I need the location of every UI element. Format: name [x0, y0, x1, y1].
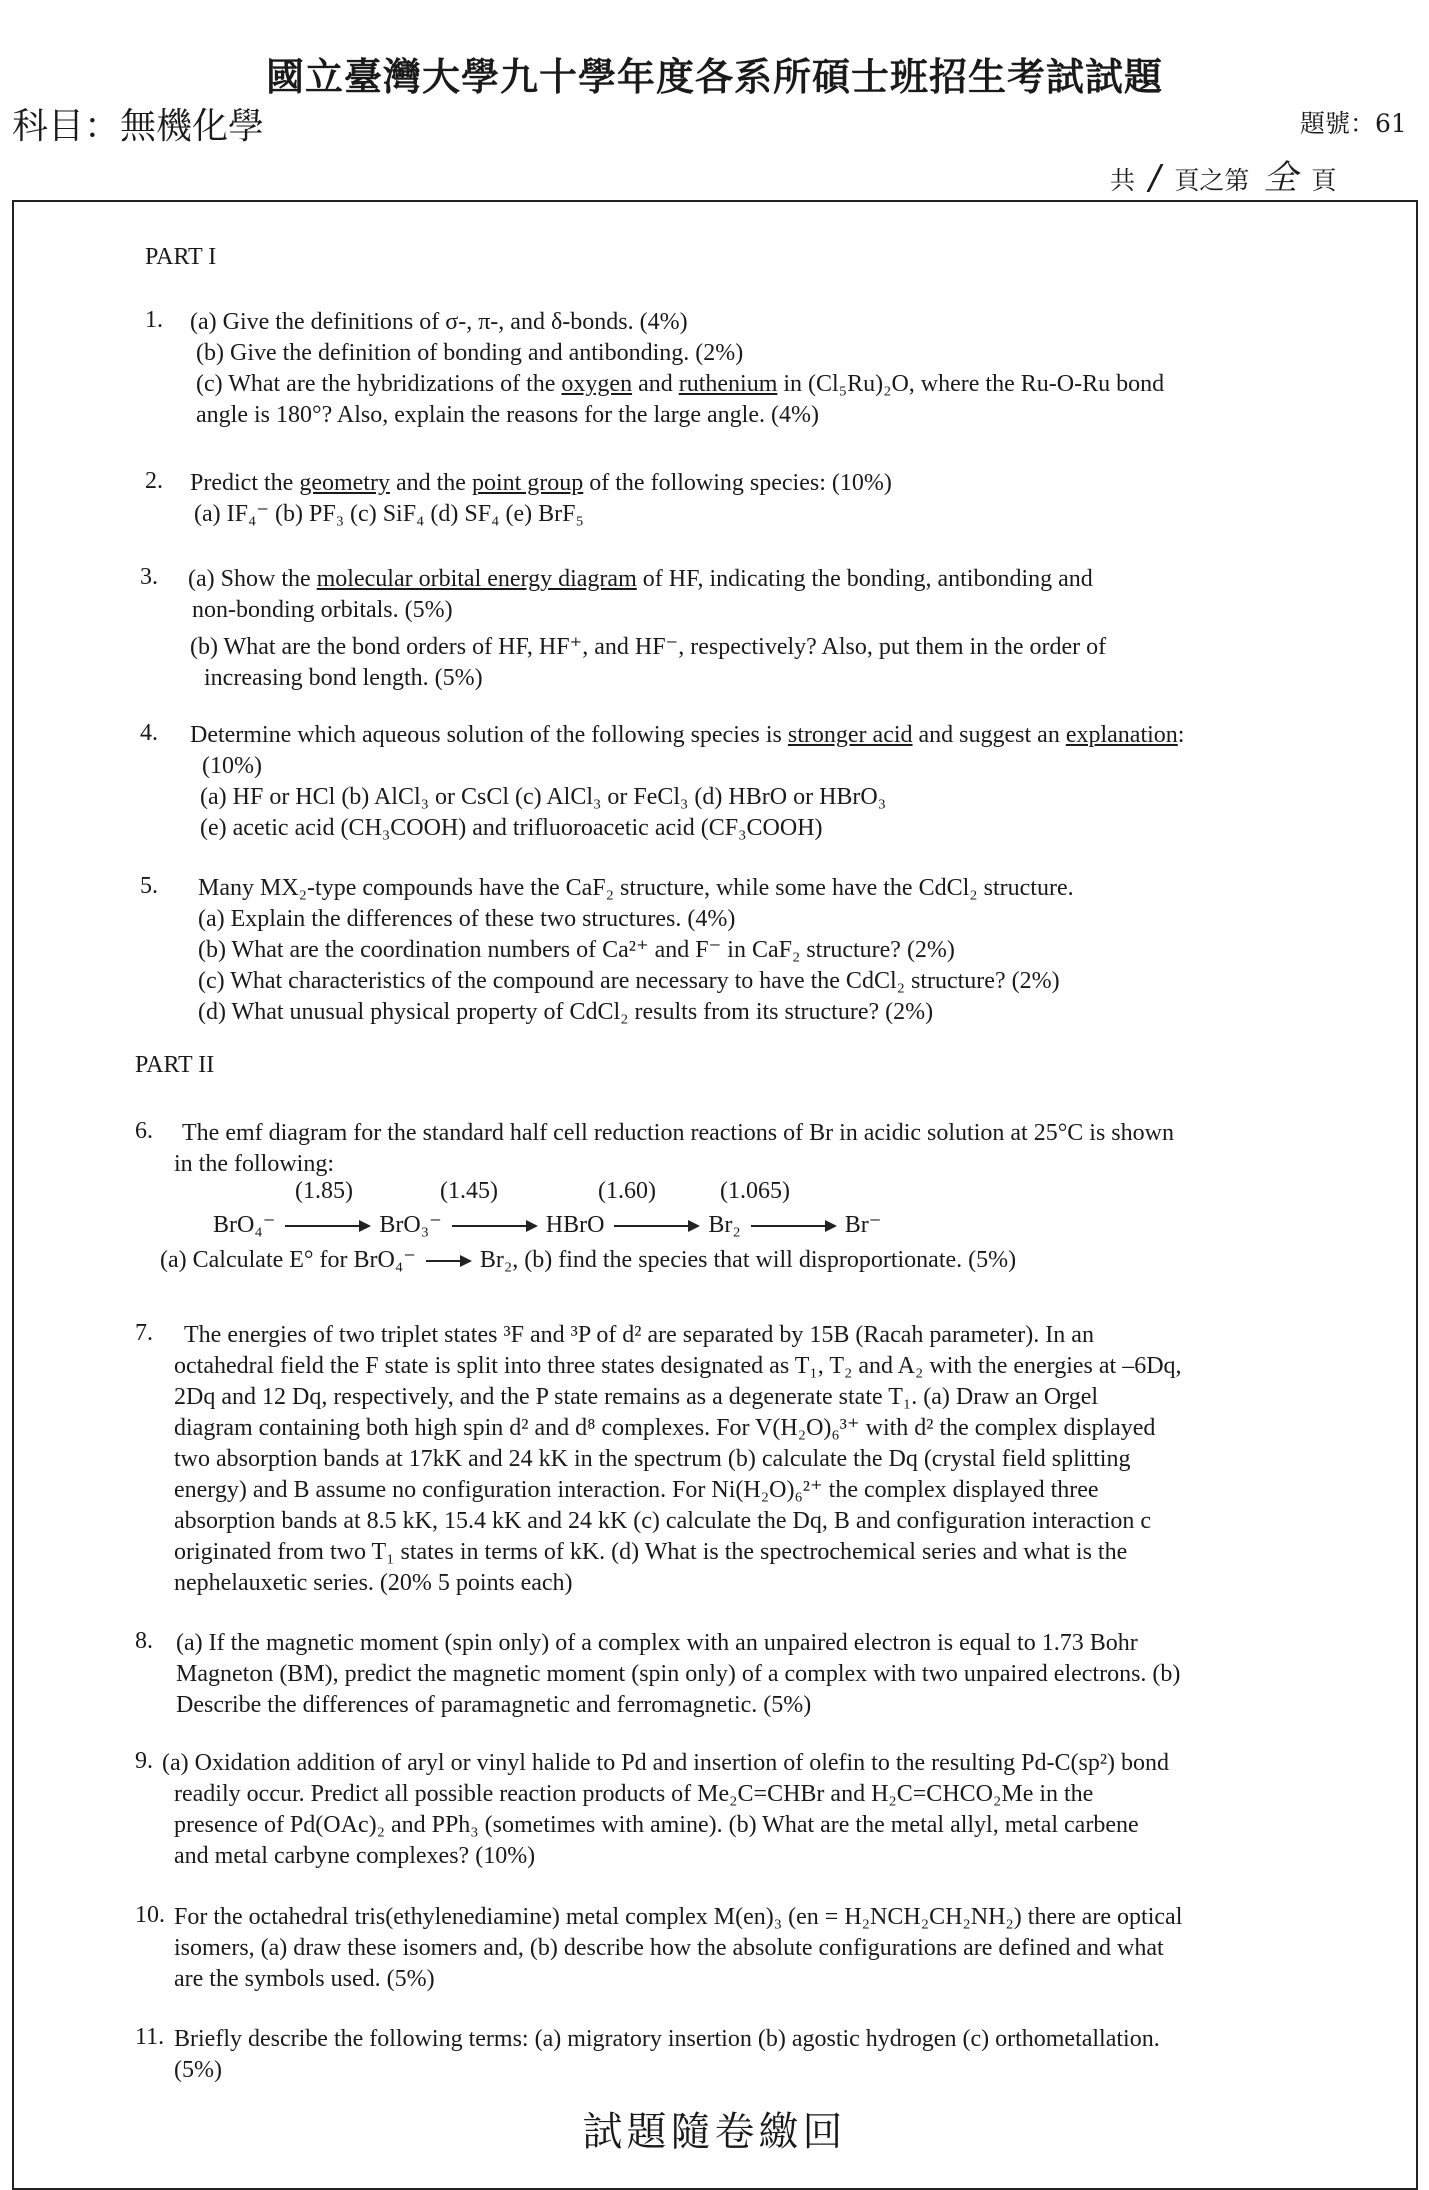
page-suffix: 頁	[1311, 166, 1337, 195]
q7-line8: originated from two T₁ states in terms of kK. (d) What is the spectrochemical series and what is the	[174, 1539, 1128, 1565]
q5-line3: (b) What are the coordination numbers of Ca²⁺ and F⁻ in CaF₂ structure? (2%)	[198, 937, 955, 963]
q1-part-a: (a) Give the definitions of σ-, π-, and δ-bonds. (4%)	[190, 309, 688, 335]
q4-line1: Determine which aqueous solution of the following species is stronger acid and suggest an explanation:	[190, 722, 1185, 748]
emf-arrow-1	[285, 1225, 369, 1227]
emf-arrow-2	[452, 1225, 536, 1227]
page-total-value: /	[1148, 158, 1161, 198]
q4-line3: (a) HF or HCl (b) AlCl₃ or CsCl (c) AlCl₃ or FeCl₃ (d) HBrO or HBrO₃	[200, 784, 887, 810]
emf-arrow-3	[614, 1225, 698, 1227]
q10-line2: isomers, (a) draw these isomers and, (b) describe how the absolute configurations are defined and what	[174, 1935, 1164, 1961]
question-4	[190, 720, 1184, 844]
q3-line2: non-bonding orbitals. (5%)	[192, 597, 453, 623]
question-10	[174, 1902, 1182, 1995]
q7-line6: energy) and B assume no configuration interaction. For Ni(H₂O)₆²⁺ the complex displayed three	[174, 1477, 1099, 1503]
species-br-minus: Br⁻	[844, 1212, 882, 1238]
emf-potential-3: (1.60)	[598, 1178, 656, 1204]
q5-line2: (a) Explain the differences of these two structures. (4%)	[198, 906, 736, 932]
emf-potential-4: (1.065)	[720, 1178, 790, 1204]
question-11	[174, 2024, 1160, 2086]
q7-line4: diagram containing both high spin d² and d⁸ complexes. For V(H₂O)₆³⁺ with d² the complex displayed	[174, 1415, 1156, 1441]
q7-line5: two absorption bands at 17kK and 24 kK in the spectrum (b) calculate the Dq (crystal field splitting	[174, 1446, 1131, 1472]
question-6	[174, 1118, 1174, 1180]
question-6-number: 6.	[135, 1118, 153, 1144]
subject-label: 科目：無機化學	[12, 106, 265, 147]
species-bro3: BrO₃⁻	[379, 1212, 442, 1238]
species-bro4: BrO₄⁻	[213, 1212, 276, 1238]
emf-potential-1: (1.85)	[295, 1178, 353, 1204]
q1-part-b: (b) Give the definition of bonding and antibonding. (2%)	[196, 340, 744, 366]
species-hbro: HBrO	[545, 1212, 605, 1238]
page-info	[1110, 150, 1336, 199]
q1-part-c-line1: (c) What are the hybridizations of the oxygen and ruthenium in (Cl₅Ru)₂O, where the Ru-O-Ru bond	[196, 371, 1165, 397]
q9-line2: readily occur. Predict all possible reaction products of Me₂C=CHBr and H₂C=CHCO₂Me in the	[174, 1781, 1094, 1807]
q8-line1: (a) If the magnetic moment (spin only) of a complex with an unpaired electron is equal to 1.73 Bohr	[176, 1630, 1138, 1656]
q8-line2: Magneton (BM), predict the magnetic moment (spin only) of a complex with two unpaired electrons. (b)	[176, 1661, 1181, 1687]
part-one-heading: PART I	[145, 244, 217, 270]
q11-line2: (5%)	[174, 2057, 222, 2083]
q6-line2: in the following:	[174, 1151, 334, 1177]
question-9-number: 9.	[135, 1748, 153, 1774]
part-two-heading: PART II	[135, 1052, 215, 1078]
q5-line4: (c) What characteristics of the compound are necessary to have the CdCl₂ structure? (2%)	[198, 968, 1060, 994]
q8-line3: Describe the differences of paramagnetic and ferromagnetic. (5%)	[176, 1692, 812, 1718]
question-number: 題號：61	[1300, 109, 1407, 138]
q2-species: (a) IF₄⁻ (b) PF₃ (c) SiF₄ (d) SF₄ (e) BrF₅	[194, 501, 584, 527]
q5-line5: (d) What unusual physical property of CdCl₂ results from its structure? (2%)	[198, 999, 934, 1025]
question-8	[176, 1628, 1180, 1721]
page-mid: 頁之第	[1174, 166, 1250, 195]
q7-line2: octahedral field the F state is split into three states designated as T₁, T₂ and A₂ with the energies at –6Dq,	[174, 1353, 1182, 1379]
q11-line1: Briefly describe the following terms: (a) migratory insertion (b) agostic hydrogen (c) orthometallation.	[174, 2026, 1160, 2052]
question-10-number: 10.	[135, 1902, 165, 1928]
question-1	[190, 307, 1164, 431]
question-2-number: 2.	[145, 468, 163, 494]
q7-line3: 2Dq and 12 Dq, respectively, and the P state remains as a degenerate state T₁. (a) Draw an Orgel	[174, 1384, 1099, 1410]
q9-line3: presence of Pd(OAc)₂ and PPh₃ (sometimes with amine). (b) What are the metal allyl, metal carbene	[174, 1812, 1139, 1838]
q3-line3: (b) What are the bond orders of HF, HF⁺, and HF⁻, respectively? Also, put them in the order of	[190, 634, 1107, 660]
question-3-number: 3.	[140, 564, 158, 590]
q1-part-c-line2: angle is 180°? Also, explain the reasons for the large angle. (4%)	[196, 402, 819, 428]
page-total-prefix: 共	[1110, 166, 1136, 195]
q6-inline-arrow	[426, 1260, 470, 1262]
q4-line4: (e) acetic acid (CH₃COOH) and trifluoroacetic acid (CF₃COOH)	[200, 815, 823, 841]
q9-line1: (a) Oxidation addition of aryl or vinyl halide to Pd and insertion of olefin to the resulting Pd-C(sp²) bond	[162, 1750, 1170, 1776]
q7-line7: absorption bands at 8.5 kK, 15.4 kK and 24 kK (c) calculate the Dq, B and configuration interaction c	[174, 1508, 1152, 1534]
q9-line4: and metal carbyne complexes? (10%)	[174, 1843, 536, 1869]
question-5-number: 5.	[140, 873, 158, 899]
q4-line2: (10%)	[202, 753, 262, 779]
question-7-number: 7.	[135, 1320, 153, 1346]
question-1-number: 1.	[145, 307, 163, 333]
question-8-number: 8.	[135, 1628, 153, 1654]
q6-line3: (a) Calculate E° for BrO₄⁻ Br₂, (b) find the species that will disproportionate. (5%)	[160, 1247, 1017, 1273]
question-2	[190, 468, 892, 530]
question-11-number: 11.	[135, 2024, 165, 2050]
q2-line1: Predict the geometry and the point group of the following species: (10%)	[190, 470, 892, 496]
q10-line3: are the symbols used. (5%)	[174, 1966, 435, 1992]
page-current-value: 全	[1263, 158, 1298, 198]
question-4-number: 4.	[140, 720, 158, 746]
question-5	[198, 873, 1074, 1028]
q6-line1: The emf diagram for the standard half cell reduction reactions of Br in acidic solution at 25°C is shown	[182, 1120, 1174, 1146]
emf-arrow-4	[751, 1225, 835, 1227]
q10-line1: For the octahedral tris(ethylenediamine) metal complex M(en)₃ (en = H₂NCH₂CH₂NH₂) there are optical	[174, 1904, 1183, 1930]
q7-line1: The energies of two triplet states ³F and ³P of d² are separated by 15B (Racah parameter). In an	[184, 1322, 1094, 1348]
exam-title: 國立臺灣大學九十學年度各系所碩士班招生考試試題	[265, 54, 1163, 99]
return-notice: 試題隨卷繳回	[582, 2109, 847, 2155]
question-7	[174, 1320, 1182, 1599]
question-3	[188, 564, 1106, 694]
emf-diagram	[213, 1210, 881, 1239]
q5-line1: Many MX₂-type compounds have the CaF₂ structure, while some have the CdCl₂ structure.	[198, 875, 1074, 901]
q7-line9: nephelauxetic series. (20% 5 points each)	[174, 1570, 573, 1596]
species-br2: Br₂	[708, 1212, 741, 1238]
question-9	[162, 1748, 1169, 1872]
emf-potential-2: (1.45)	[440, 1178, 498, 1204]
q3-line1: (a) Show the molecular orbital energy diagram of HF, indicating the bonding, antibonding and	[188, 566, 1093, 592]
q3-line4: increasing bond length. (5%)	[204, 665, 483, 691]
